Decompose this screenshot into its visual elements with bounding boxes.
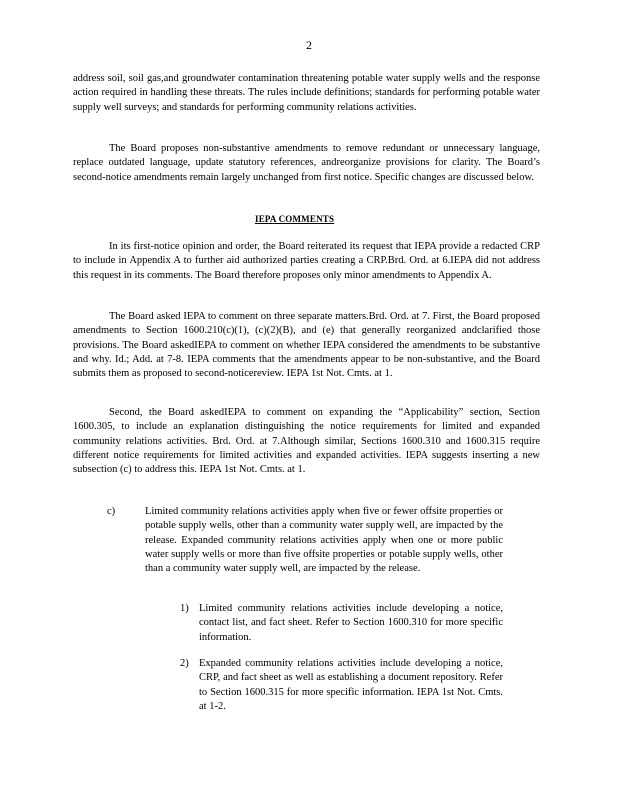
subsection-c-label: c) bbox=[107, 506, 116, 517]
paragraph-amendments: The Board proposes non-substantive amendments to remove redundant or unnecessary language, replace outdated language, update statutory references, andreorganize provisions for clarity. The Board’s second-notice amendments remain largely unchanged from first notice. Specific changes are discussed below. bbox=[73, 143, 540, 183]
subsection-c-text: Limited community relations activities apply when five or fewer offsite properties or potable supply wells, other than a community water supply well, are impacted by the release. Expanded community relations activities apply when one or more public water supply wells or more than five offsite properties or potable supply wells, other than a community water supply well, are impacted by the release. bbox=[145, 506, 503, 575]
list-item-label: 1) bbox=[180, 603, 189, 614]
paragraph-intro: address soil, soil gas,and groundwater contamination threatening potable water supply wells and the response action required in handling these threats. The rules include definitions; standards for performing potable water supply well surveys; and standards for performing community relations activities. bbox=[73, 73, 540, 113]
list-item-text: Expanded community relations activities include developing a notice, CRP, and fact sheet as well as establishing a document repository. Refer to Section 1600.315 for more specific information. IEPA 1st Not. Cmts. at 1-2. bbox=[199, 658, 503, 712]
list-item-label: 2) bbox=[180, 658, 189, 669]
page-number: 2 bbox=[306, 38, 312, 52]
paragraph-first-matter: The Board asked IEPA to comment on three separate matters.Brd. Ord. at 7. First, the Board proposed amendments to Section 1600.210(c)(1), (c)(2)(B), and (e) that generally reorganized andclarified those provisions. The Board askedIEPA to comment on whether IEPA considered the amendments to be substantive and why. Id.; Add. at 7-8. IEPA comments that the amendments appear to be non-substantive, and the Board submits them as proposed to second-noticereview. IEPA 1st Not. Cmts. at 1. bbox=[73, 311, 540, 380]
paragraph-appendix-a: In its first-notice opinion and order, the Board reiterated its request that IEPA provide a redacted CRP to include in Appendix A to further aid authorized parties creating a CRP.Brd. Ord. at 6.IEPA did not address this request in its comments. The Board therefore proposes only minor amendments to Appendix A. bbox=[73, 241, 540, 281]
section-heading-iepa-comments: IEPA COMMENTS bbox=[255, 214, 335, 224]
paragraph-second-matter: Second, the Board askedIEPA to comment on expanding the “Applicability” section, Section 1600.305, to include an explanation distinguishing the notice requirements for limited and expanded community relations activities. Brd. Ord. at 7.Although similar, Sections 1600.310 and 1600.315 require different notice requirements for limited activities and expanded activities. IEPA suggests inserting a new subsection (c) to address this. IEPA 1st Not. Cmts. at 1. bbox=[73, 407, 540, 476]
list-item-text: Limited community relations activities include developing a notice, contact list, and fact sheet. Refer to Section 1600.310 for more specific information. bbox=[199, 603, 503, 643]
